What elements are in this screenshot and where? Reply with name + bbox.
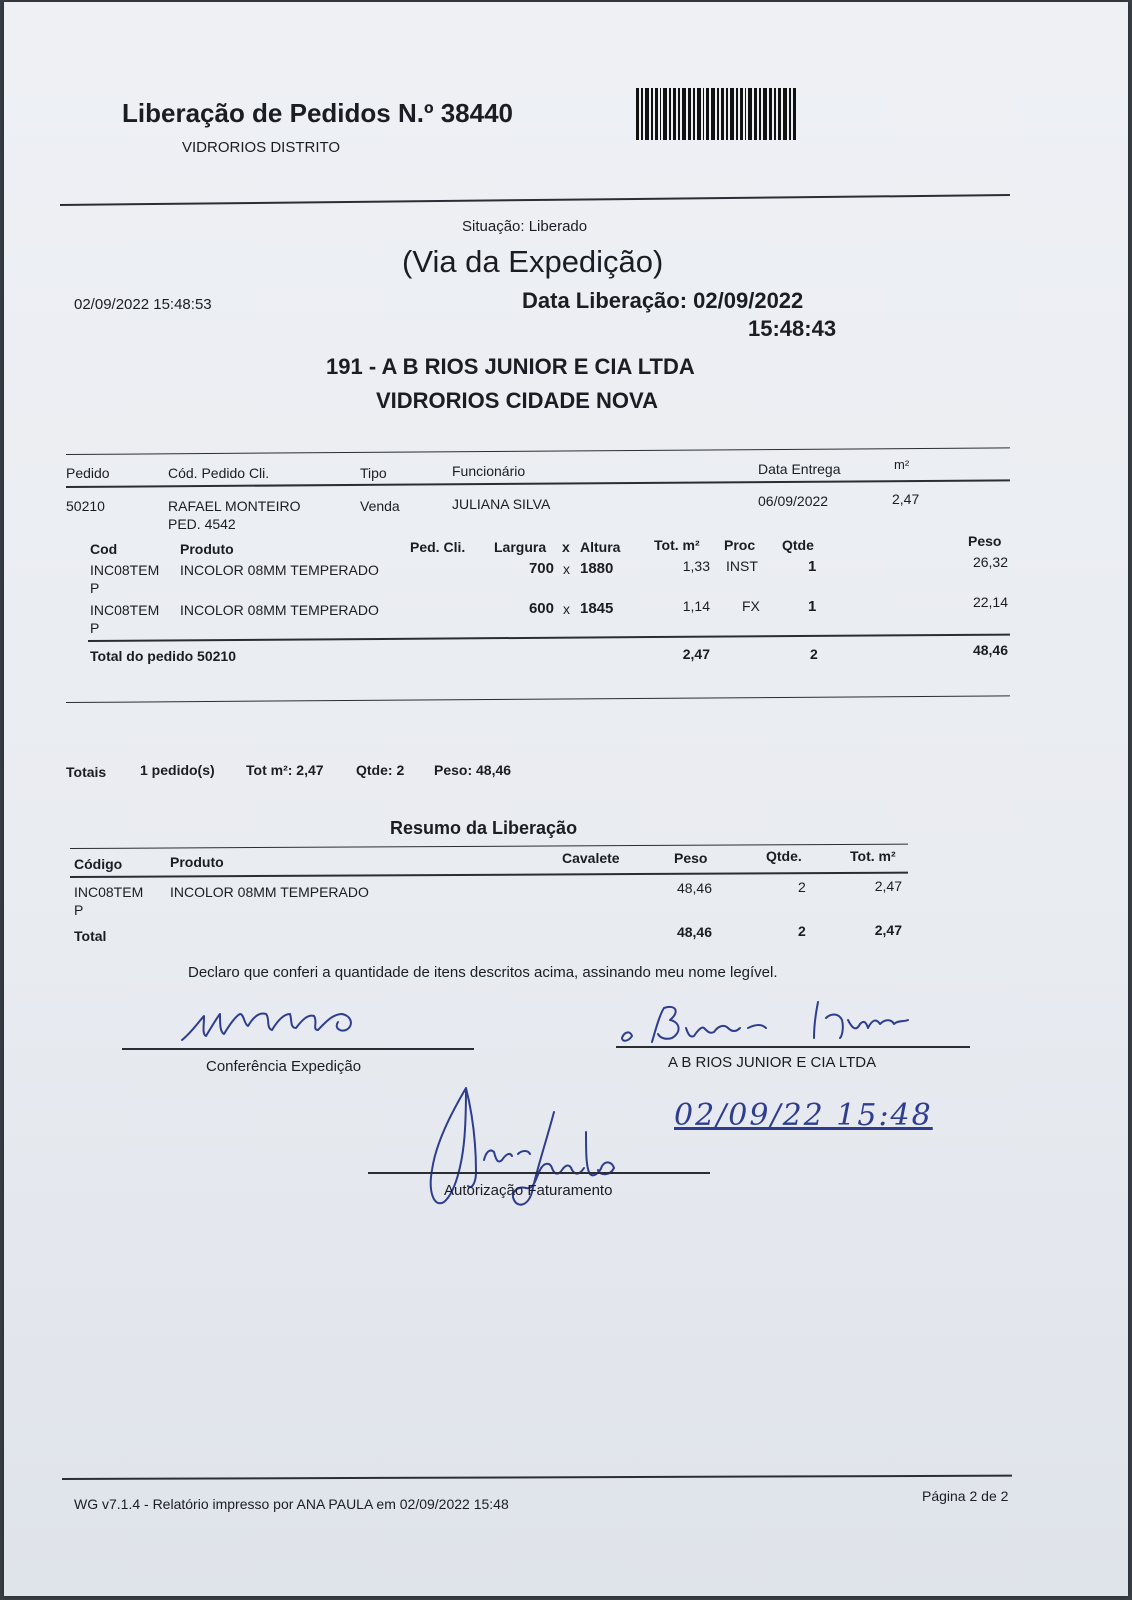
item-header-qtde: Qtde [782, 537, 814, 553]
item-2-qtde: 1 [808, 598, 817, 615]
order-m2: 2,47 [892, 491, 920, 507]
footer-page-number: Página 2 de 2 [922, 1488, 1009, 1504]
item-2-cod-1: INC08TEM [90, 602, 160, 618]
order-employee: JULIANA SILVA [452, 496, 551, 512]
conferencia-label: Conferência Expedição [206, 1058, 362, 1075]
handwritten-datetime: 02/09/22 15:48 [674, 1098, 933, 1133]
item-1-peso: 26,32 [972, 554, 1008, 570]
totals-peso: Peso: 48,46 [434, 762, 512, 778]
header-divider [60, 194, 1010, 206]
summary-title: Resumo da Liberação [390, 818, 578, 838]
item-1-tot-m2: 1,33 [682, 558, 710, 574]
item-2-peso: 22,14 [972, 594, 1008, 610]
footer-rule [62, 1475, 1012, 1480]
item-header-produto: Produto [180, 541, 234, 557]
item-2-cod-2: P [90, 620, 100, 636]
item-2-proc: FX [742, 598, 760, 614]
item-1-qtde: 1 [808, 558, 817, 575]
order-total-m2: 2,47 [682, 646, 710, 662]
totals-label: Totais [66, 764, 107, 780]
document-sheet [4, 2, 1128, 1596]
item-2-largura: 600 [528, 600, 554, 617]
item-1-produto: INCOLOR 08MM TEMPERADO [180, 562, 379, 578]
totals-m2: Tot m²: 2,47 [246, 762, 324, 778]
item-header-proc: Proc [724, 537, 756, 553]
item-header-ped-cli: Ped. Cli. [410, 539, 466, 555]
item-1-altura: 1880 [580, 560, 614, 577]
item-header-x: x [562, 539, 570, 555]
item-2-x: x [563, 601, 570, 617]
item-header-altura: Altura [580, 539, 621, 555]
item-1-largura: 700 [528, 560, 554, 577]
totals-pedidos: 1 pedido(s) [140, 762, 215, 778]
order-table-bottom-rule [66, 695, 1010, 703]
client-name: 191 - A B RIOS JUNIOR E CIA LTDA [326, 354, 695, 379]
conferencia-signature-line [122, 1048, 474, 1050]
company-name: VIDRORIOS DISTRITO [182, 139, 341, 156]
autorizacao-label: Autorização Faturamento [444, 1182, 613, 1199]
col-header-data-entrega: Data Entrega [758, 461, 841, 477]
item-header-tot-m2: Tot. m² [654, 537, 700, 553]
client-signature-image [616, 998, 956, 1048]
summary-header-cavalete: Cavalete [562, 850, 620, 866]
order-client-ref-1: RAFAEL MONTEIRO [168, 498, 301, 514]
item-1-cod-2: P [90, 580, 100, 596]
item-2-produto: INCOLOR 08MM TEMPERADO [180, 602, 379, 618]
item-header-cod: Cod [90, 541, 118, 557]
summary-row-codigo-2: P [74, 902, 84, 918]
summary-header-codigo: Código [74, 856, 123, 872]
order-total-peso: 48,46 [972, 642, 1008, 658]
conferencia-signature-image [174, 1002, 374, 1048]
order-type: Venda [360, 498, 400, 514]
summary-row-tot-m2: 2,47 [874, 878, 902, 894]
order-total-qtde: 2 [810, 646, 818, 662]
summary-row-codigo-1: INC08TEM [74, 884, 144, 900]
col-header-funcionario: Funcionário [452, 463, 526, 479]
status-text: Situação: Liberado [462, 218, 588, 235]
item-header-peso: Peso [968, 533, 1002, 549]
item-1-proc: INST [726, 558, 758, 574]
summary-total-qtde: 2 [798, 923, 806, 939]
barcode-image [636, 88, 812, 140]
release-time: 15:48:43 [748, 316, 837, 341]
item-header-largura: Largura [494, 539, 547, 555]
col-header-pedido: Pedido [66, 465, 110, 481]
order-total-rule [88, 634, 1010, 642]
col-header-m2: m² [894, 457, 910, 472]
summary-row-peso: 48,46 [676, 880, 712, 896]
summary-header-peso: Peso [674, 850, 708, 866]
item-2-tot-m2: 1,14 [682, 598, 710, 614]
summary-total-tot-m2: 2,47 [874, 922, 902, 938]
order-table-top-rule [66, 447, 1010, 455]
document-title: Liberação de Pedidos N.º 38440 [122, 98, 513, 128]
client-branch: VIDRORIOS CIDADE NOVA [376, 388, 658, 413]
summary-total-label: Total [74, 928, 107, 944]
summary-header-rule [70, 872, 908, 878]
order-number: 50210 [66, 498, 105, 514]
summary-row-produto: INCOLOR 08MM TEMPERADO [170, 884, 369, 900]
summary-row-qtde: 2 [798, 879, 806, 895]
summary-total-peso: 48,46 [676, 924, 712, 940]
client-signature-line [616, 1046, 970, 1048]
summary-header-qtde: Qtde. [766, 848, 802, 864]
autorizacao-signature-line [368, 1172, 710, 1174]
printed-timestamp: 02/09/2022 15:48:53 [74, 296, 212, 313]
col-header-cod-pedido-cli: Cód. Pedido Cli. [168, 465, 270, 481]
footer-printed-by: WG v7.1.4 - Relatório impresso por ANA PAULA em 02/09/2022 15:48 [74, 1496, 509, 1512]
order-delivery-date: 06/09/2022 [758, 493, 829, 509]
release-date: Data Liberação: 02/09/2022 [522, 288, 804, 313]
item-1-x: x [563, 561, 570, 577]
col-header-tipo: Tipo [360, 465, 387, 481]
summary-header-tot-m2: Tot. m² [850, 848, 896, 864]
order-total-label: Total do pedido 50210 [90, 648, 236, 664]
client-signature-label: A B RIOS JUNIOR E CIA LTDA [668, 1054, 877, 1071]
order-client-ref-2: PED. 4542 [168, 516, 236, 532]
via-label: (Via da Expedição) [402, 244, 664, 279]
summary-header-produto: Produto [170, 854, 224, 870]
totals-qtde: Qtde: 2 [356, 762, 405, 778]
declaration-text: Declaro que conferi a quantidade de itens descritos acima, assinando meu nome legível. [188, 964, 778, 981]
item-1-cod-1: INC08TEM [90, 562, 160, 578]
item-2-altura: 1845 [580, 600, 614, 617]
